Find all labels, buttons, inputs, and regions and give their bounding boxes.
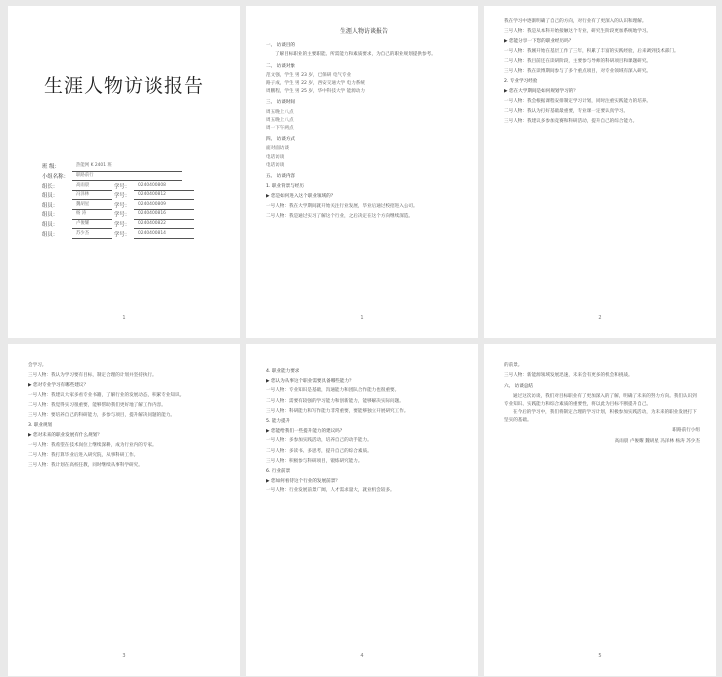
page-cover <box>8 6 240 338</box>
answer: 的前景。 <box>504 363 523 368</box>
member-role: 组员： <box>42 193 59 200</box>
list-item: 面对面访谈 <box>266 146 289 152</box>
signature-line: 职路前行小组 <box>672 428 700 434</box>
page-2 <box>246 6 478 338</box>
answer: 二号人物：我是通过实习了解这个行业，之后决定在这个方向继续深造。 <box>266 213 414 219</box>
paragraph: 通过这次访谈，我们对目标职业有了更加深入的了解，明确了未来的努力方向。我们认识到专业知识、实践能力和综合素质的重要性，将以此为目标不断提升自己。 <box>504 393 697 407</box>
section-heading: 三、 访谈时间 <box>266 100 296 106</box>
page-number: 5 <box>598 652 602 659</box>
page-content <box>504 362 700 448</box>
student-id: 0240400814 <box>134 231 194 239</box>
student-id: 0240400808 <box>134 183 194 191</box>
list-item: 电话访谈 <box>266 162 285 168</box>
member-row <box>42 191 194 201</box>
answer: 会学习。 <box>28 363 47 368</box>
section-heading: 五、 访谈内容 <box>266 174 296 180</box>
list-item: 周五晚上八点 <box>266 109 294 115</box>
answer: 一号人物：多参加实践活动，培养自己的动手能力。 <box>266 438 372 444</box>
member-name: 杨 涛 <box>72 212 112 220</box>
answer: 一号人物：我会根据课程安排制定学习计划，同时注重实践能力的培养。 <box>504 98 652 104</box>
answer: 三号人物：我认为学习要有目标，制定合理的计划并坚持执行。 <box>28 373 157 379</box>
answer: 二号人物：我认为打好基础最重要，专业课一定要认真学习。 <box>504 108 629 114</box>
answer: 一号人物：行业发展前景广阔，人才需求量大，就业机会较多。 <box>266 488 395 494</box>
page-number: 1 <box>360 314 364 321</box>
member-role: 组长： <box>42 183 59 190</box>
answer: 三号人物：我计划在高校任教，同时继续从事科学研究。 <box>28 463 143 469</box>
member-name: 卢俊耀 <box>72 221 112 229</box>
answer: 一号人物：我建议大家多看专业书籍，了解行业的发展动态，积累专业知识。 <box>28 392 185 398</box>
answer: 一号人物：我在大学期间就开始关注行业发展，毕业后通过校招进入公司。 <box>266 203 418 209</box>
answer: 二号人物：我打算毕业后进入研究院，从事科研工作。 <box>28 452 139 458</box>
class-field: 班 级： 热能网 K 2401 班 <box>42 162 194 172</box>
page-4 <box>8 344 240 676</box>
question: ▶ 您能分享一下您的职业经历吗？ <box>504 39 574 45</box>
list-item: 周五晚上八点 <box>266 117 294 123</box>
answer: 二号人物：我觉得实习很重要，能够帮助我们更好地了解工作内容。 <box>28 402 166 408</box>
page-number: 2 <box>598 314 602 321</box>
question: ▶ 您在大学期间是如何规划学习的？ <box>504 89 578 95</box>
answer: 三号人物：科研能力和写作能力非常重要，要能够独立开展研究工作。 <box>266 408 409 414</box>
member-row <box>42 200 194 210</box>
answer: 三号人物：新能源领域发展迅速，未来会有更多的机会和挑战。 <box>504 373 633 379</box>
subsection-heading: 6. 行业前景 <box>266 469 291 475</box>
answer: 三号人物：我建议多参加竞赛和科研活动，提升自己的综合能力。 <box>504 119 638 125</box>
question: ▶ 您对专业学习有哪些建议？ <box>28 383 89 389</box>
member-row <box>42 210 194 220</box>
section-heading: 六、 访谈总结 <box>504 384 534 390</box>
page-6 <box>484 344 716 676</box>
list-item: 周鹏程，学生 男 25 岁，华中科技大学 能源动力 <box>266 89 365 95</box>
group-name-field: 小组名称： 职路前行 <box>42 172 194 182</box>
list-item: 周一下午两点 <box>266 126 294 132</box>
answer: 三号人物：我在读博期间参与了多个重点项目，对专业领域有深入研究。 <box>504 69 652 75</box>
list-item: 范文强，学生 男 23 岁，已保研 电气专业 <box>266 72 352 78</box>
page-3 <box>484 6 716 338</box>
report-title: 生涯人物访谈报告 <box>339 28 388 35</box>
answer: 二号人物：我目前还在读研阶段，主要参与导师的科研项目和课题研究。 <box>504 58 652 64</box>
answer: 二号人物：多读书、多思考，提升自己的综合素质。 <box>266 448 372 454</box>
subsection-heading: 3. 职业规划 <box>28 423 53 429</box>
member-role: 组员： <box>42 202 59 209</box>
answer: 我在学习中逐渐明确了自己的方向，对行业有了更深入的认识和理解。 <box>504 19 647 24</box>
member-row <box>42 181 194 191</box>
subsection-heading: 4. 职业能力要求 <box>266 369 300 374</box>
student-id: 0240400816 <box>134 212 194 220</box>
question: ▶ 您认为从事这个职业需要具备哪些能力？ <box>266 379 354 385</box>
answer: 一号人物：我希望在技术岗位上继续深耕，成为行业内的专家。 <box>28 442 157 448</box>
subsection-heading: 2. 专业学习经验 <box>504 79 538 85</box>
page-content <box>266 28 462 223</box>
student-id-label: 学号： <box>114 202 131 209</box>
paragraph: 在今后的学习中，我们将制定合理的学习计划，积极参加实践活动，为未来的职业发展打下坚实的基础。 <box>504 410 697 424</box>
cover-fields <box>42 162 194 239</box>
member-row <box>42 229 194 239</box>
member-role: 组员： <box>42 221 59 228</box>
question: ▶ 您能给我们一些提升能力的建议吗？ <box>266 429 345 435</box>
subsection-heading: 5. 能力提升 <box>266 419 291 425</box>
student-id-label: 学号： <box>114 183 131 190</box>
page-number: 3 <box>122 652 126 659</box>
cover-title: 生涯人物访谈报告 <box>43 75 204 97</box>
answer: 三号人物：我是从本科开始接触这个专业，研究生阶段更加系统地学习。 <box>504 29 652 35</box>
page-content <box>28 362 224 472</box>
list-item: 电话访谈 <box>266 154 285 160</box>
student-id: 0240400809 <box>134 202 194 210</box>
question: ▶ 您对未来的职业发展有什么规划？ <box>28 433 102 439</box>
signature-line: 高雨晨 卢俊耀 魏胡星 冯泽林 杨涛 苏少杰 <box>614 438 700 444</box>
page-content <box>504 18 700 128</box>
section-heading: 二、 访谈对象 <box>266 63 296 69</box>
member-row <box>42 220 194 230</box>
member-name: 冯泽林 <box>72 192 112 200</box>
member-name: 魏胡星 <box>72 202 112 210</box>
student-id-label: 学号： <box>114 221 131 228</box>
subsection-heading: 1. 职业背景与经历 <box>266 184 305 190</box>
answer: 二号人物：需要有较强的学习能力和创新能力，能够解决实际问题。 <box>266 398 404 404</box>
list-item: 路子成，学生 男 22 岁，西安交通大学 电力系统 <box>266 81 365 87</box>
student-id-label: 学号： <box>114 193 131 200</box>
section-heading: 一、 访谈目的 <box>266 43 296 49</box>
question: ▶ 您是如何进入这个职业领域的？ <box>266 194 336 200</box>
answer: 三号人物：要培养自己的科研能力，多参与项目，提升解决问题的能力。 <box>28 413 176 419</box>
student-id-label: 学号： <box>114 231 131 238</box>
member-name: 苏少杰 <box>72 231 112 239</box>
member-name: 高雨晨 <box>72 183 112 191</box>
member-role: 组员： <box>42 212 59 219</box>
answer: 一号人物：我刚开始在基层工作了三年，积累了丰富的实践经验，后来调到技术部门。 <box>504 48 679 54</box>
page-5 <box>246 344 478 676</box>
page-content <box>266 366 462 498</box>
paragraph: 了解目标职业的主要职能、所需能力和素质要求，为自己的职业规划提供参考。 <box>275 52 436 58</box>
section-heading: 四、 访谈方式 <box>266 137 296 143</box>
question: ▶ 您如何看待这个行业的发展前景？ <box>266 479 340 485</box>
answer: 三号人物：积极参与科研项目，锻炼研究能力。 <box>266 458 363 464</box>
page-number: 4 <box>360 652 364 659</box>
member-role: 组员： <box>42 231 59 238</box>
answer: 一号人物：专业知识是基础，沟通能力和团队合作能力也很重要。 <box>266 388 400 394</box>
student-id-label: 学号： <box>114 212 131 219</box>
student-id: 0240400812 <box>134 192 194 200</box>
student-id: 0240400822 <box>134 221 194 229</box>
page-number: 1 <box>122 314 126 321</box>
